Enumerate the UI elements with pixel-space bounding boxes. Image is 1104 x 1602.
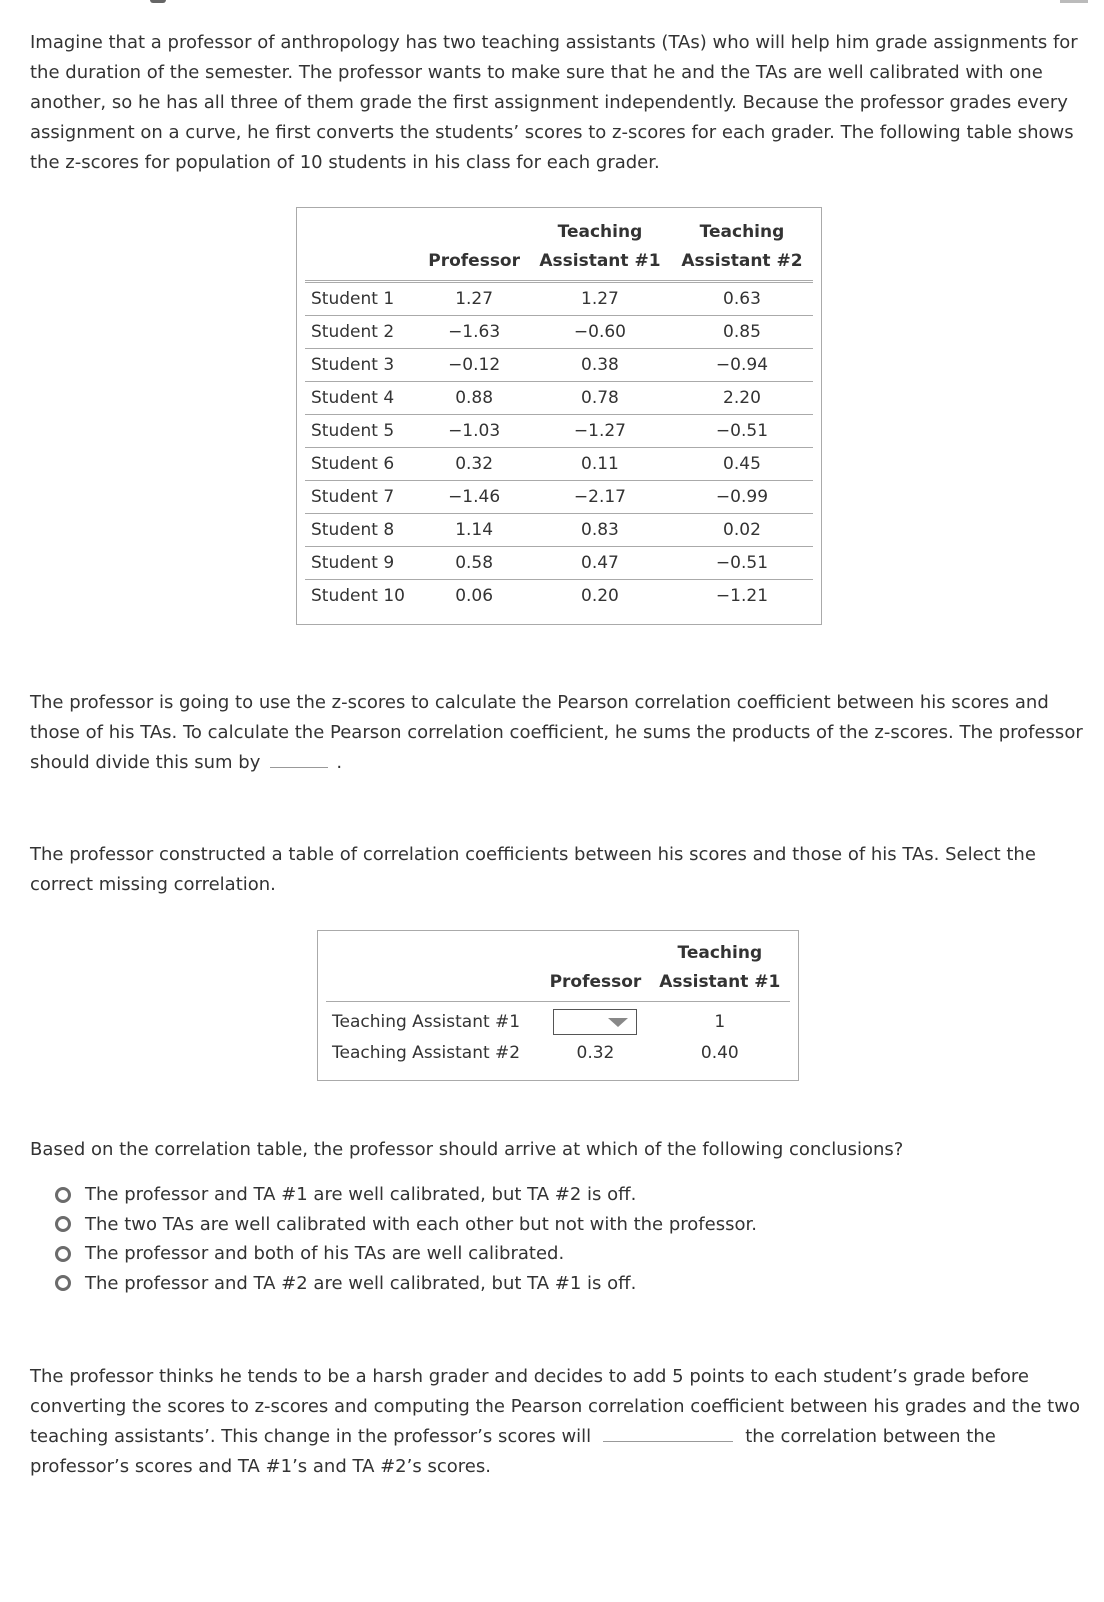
option-label: The professor and TA #2 are well calibrated, but TA #1 is off.: [85, 1272, 637, 1294]
table-row: [305, 514, 813, 547]
pearson-question-text: The professor is going to use the z-scores to calculate the Pearson correlation coefficient between his scores and those of his TAs. To calculate the Pearson correlation coefficient, he sums the products of the z-scores. The professor should divide this sum by: [30, 692, 1083, 773]
z-table-header-top-row: [305, 218, 813, 247]
z-table-header-row: [305, 247, 813, 283]
conclusion-option-2[interactable]: [55, 1210, 757, 1240]
intro-paragraph: Imagine that a professor of anthropology has two teaching assistants (TAs) who will help him grade assignments for the duration of the semester. The professor wants to make sure that he and the TAs are well calibrated with one another, so he has all three of them grade the first assignment independently. Because the professor grades every assignment on a curve, he first converts the students’ scores to z-scores for each grader. The following table shows the z-scores for population of 10 students in his class for each grader.: [30, 32, 1078, 173]
professor-z: −1.63: [419, 316, 529, 349]
conclusion-option-1[interactable]: [55, 1180, 757, 1210]
student-label: Student 2: [305, 316, 419, 349]
corr-header-top-ta1: Teaching: [677, 943, 763, 963]
radio-button[interactable]: [55, 1187, 71, 1203]
ta1-z: 0.83: [529, 514, 671, 547]
option-label: The professor and both of his TAs are well calibrated.: [85, 1243, 565, 1265]
table-row: [305, 415, 813, 448]
corr-header-empty: [326, 939, 541, 968]
table-row: [305, 382, 813, 415]
professor-z: 1.27: [419, 283, 529, 316]
z-header-top-0: [305, 218, 419, 247]
ta2-z: −0.99: [671, 481, 813, 514]
option-label: The professor and TA #1 are well calibrated, but TA #2 is off.: [85, 1184, 637, 1206]
ta1-z: 0.47: [529, 547, 671, 580]
ta2-z: 0.85: [671, 316, 813, 349]
z-header-ta1: Assistant #1: [529, 247, 671, 283]
z-header-top-1: [419, 218, 529, 247]
ta2-z: −0.51: [671, 547, 813, 580]
ta1-z: −2.17: [529, 481, 671, 514]
ta1-z: 1.27: [529, 283, 671, 316]
corr-ta2-ta1: 0.40: [700, 1042, 739, 1063]
corr-row-label-ta1: Teaching Assistant #1: [332, 1011, 521, 1032]
ta1-z: 0.11: [529, 448, 671, 481]
table-row: [305, 283, 813, 316]
ta1-z: −0.60: [529, 316, 671, 349]
harsh-question-text: The professor thinks he tends to be a harsh grader and decides to add 5 points to each student’s grade before converting the scores to z-scores and computing the Pearson correlation coefficient between his grades and the two teaching assistants’. This change in the professor’s scores will: [30, 1366, 1080, 1447]
correlation-table: [317, 930, 799, 1081]
corr-header-blank: [326, 968, 541, 1002]
corr-header-empty-2: [541, 939, 649, 968]
ta1-z: 0.78: [529, 382, 671, 415]
radio-button[interactable]: [55, 1216, 71, 1232]
student-label: Student 7: [305, 481, 419, 514]
conclusion-question: Based on the correlation table, the professor should arrive at which of the following conclusions?: [30, 1139, 904, 1160]
pearson-question-period: .: [336, 752, 343, 773]
ta2-z: 2.20: [671, 382, 813, 415]
radio-button[interactable]: [55, 1246, 71, 1262]
table-row: [305, 316, 813, 349]
student-label: Student 3: [305, 349, 419, 382]
table-row: [326, 1002, 790, 1037]
top-edge-fragment-right: [1060, 0, 1088, 3]
radio-button[interactable]: [55, 1275, 71, 1291]
ta2-z: −0.51: [671, 415, 813, 448]
harsh-grader-question: [30, 1362, 1085, 1482]
conclusion-options: [55, 1180, 757, 1298]
professor-z: −1.03: [419, 415, 529, 448]
student-label: Student 4: [305, 382, 419, 415]
corr-header-ta1: Assistant #1: [650, 968, 790, 1002]
corr-ta1-ta1: 1: [714, 1011, 726, 1032]
correlation-question: The professor constructed a table of correlation coefficients between his scores and those of his TAs. Select the correct missing correlation.: [30, 844, 1036, 895]
professor-z: 0.88: [419, 382, 529, 415]
professor-z: 0.32: [419, 448, 529, 481]
ta1-z: 0.20: [581, 586, 619, 606]
z-header-0: [305, 247, 419, 283]
z-header-ta2: Assistant #2: [671, 247, 813, 283]
corr-table-header-top-row: [326, 939, 790, 968]
professor-z: −0.12: [419, 349, 529, 382]
professor-z: 1.14: [419, 514, 529, 547]
z-score-table: [296, 207, 822, 625]
table-row: [326, 1037, 790, 1068]
option-label: The two TAs are well calibrated with each other but not with the professor.: [85, 1213, 757, 1235]
ta2-z: 0.02: [671, 514, 813, 547]
effect-answer-blank[interactable]: [603, 1423, 733, 1442]
student-label: Student 6: [305, 448, 419, 481]
divisor-answer-blank[interactable]: [270, 749, 328, 768]
ta2-z: 0.63: [671, 283, 813, 316]
ta2-z: 0.45: [671, 448, 813, 481]
missing-correlation-dropdown[interactable]: [553, 1009, 637, 1035]
student-label: Student 8: [305, 514, 419, 547]
professor-z: 0.06: [455, 586, 494, 606]
table-row: [305, 349, 813, 382]
z-header-top-3: Teaching: [699, 222, 785, 242]
professor-z: 0.58: [419, 547, 529, 580]
ta2-z: −0.94: [671, 349, 813, 382]
corr-ta2-professor: 0.32: [576, 1042, 615, 1063]
chevron-down-icon: [608, 1018, 628, 1027]
ta1-z: −1.27: [529, 415, 671, 448]
harsh-question-text-after: the correlation between the professor’s scores and TA #1’s and TA #2’s scores.: [30, 1426, 996, 1477]
corr-table-header-row: [326, 968, 790, 1002]
student-label: Student 9: [305, 547, 419, 580]
z-header-professor: Professor: [419, 247, 529, 283]
z-header-top-2: Teaching: [557, 222, 643, 242]
student-label: Student 5: [305, 415, 419, 448]
table-row: [305, 547, 813, 580]
ta2-z: −1.21: [715, 586, 769, 606]
table-row: [305, 580, 813, 612]
table-row: [305, 448, 813, 481]
conclusion-option-4[interactable]: [55, 1269, 757, 1299]
corr-header-professor: Professor: [541, 968, 649, 1002]
missing-correlation-cell: [541, 1002, 649, 1037]
ta1-z: 0.38: [529, 349, 671, 382]
conclusion-option-3[interactable]: [55, 1239, 757, 1269]
professor-z: −1.46: [419, 481, 529, 514]
pearson-question: [30, 688, 1085, 778]
corr-row-label-ta2: Teaching Assistant #2: [332, 1042, 521, 1063]
student-label: Student 10: [311, 586, 405, 606]
top-edge-fragment: [150, 0, 166, 3]
student-label: Student 1: [305, 283, 419, 316]
table-row: [305, 481, 813, 514]
